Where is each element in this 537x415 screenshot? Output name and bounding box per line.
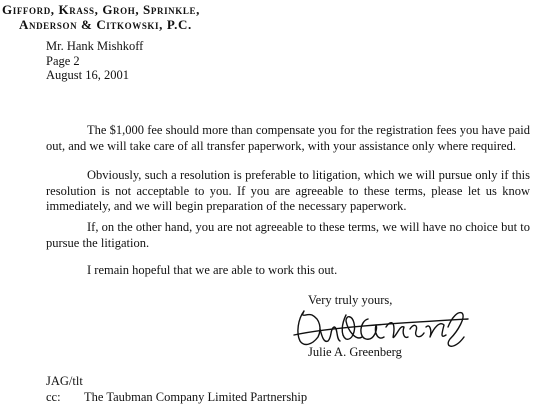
paragraph-line: immediately, and we will begin preparation of the necessary paperwork.	[46, 199, 407, 213]
body-paragraph-2	[46, 168, 530, 215]
recipient-name: Mr. Hank Mishkoff	[46, 39, 144, 53]
typist-initials: JAG/tlt	[46, 374, 83, 388]
letter-date: August 16, 2001	[46, 68, 129, 83]
closing-salutation: Very truly yours,	[308, 293, 393, 307]
paragraph-line: pursue the litigation.	[46, 235, 150, 250]
page-number: Page 2	[46, 53, 80, 68]
paragraph-line: resolution is not acceptable to you. If you are agreeable to these terms, please let us know	[46, 183, 530, 198]
body-paragraph-4	[46, 263, 530, 279]
body-paragraph-1	[46, 123, 530, 154]
paragraph-line: The $1,000 fee should more than compensate you for the registration fees you have paid	[87, 123, 530, 137]
paragraph-line: I remain hopeful that we are able to work this out.	[87, 263, 338, 277]
cc-label: cc:	[46, 390, 61, 404]
paragraph-line: out, and we will take care of all transfer paperwork, with your assistance only where required.	[46, 138, 516, 153]
paragraph-line: If, on the other hand, you are not agreeable to these terms, we will have no choice but to	[87, 220, 530, 234]
reference-block	[46, 39, 143, 83]
paragraph-line: Obviously, such a resolution is preferable to litigation, which we will pursue only if this	[87, 168, 530, 182]
letterhead-firm-name-line-1: Gifford, Krass, Groh, Sprinkle,	[2, 2, 200, 17]
cc-recipient: The Taubman Company Limited Partnership	[84, 390, 308, 404]
letterhead-firm-name-line-2: Anderson & Citkowski, P.C.	[19, 17, 192, 32]
body-paragraph-3	[46, 220, 530, 251]
signer-name: Julie A. Greenberg	[308, 345, 402, 359]
